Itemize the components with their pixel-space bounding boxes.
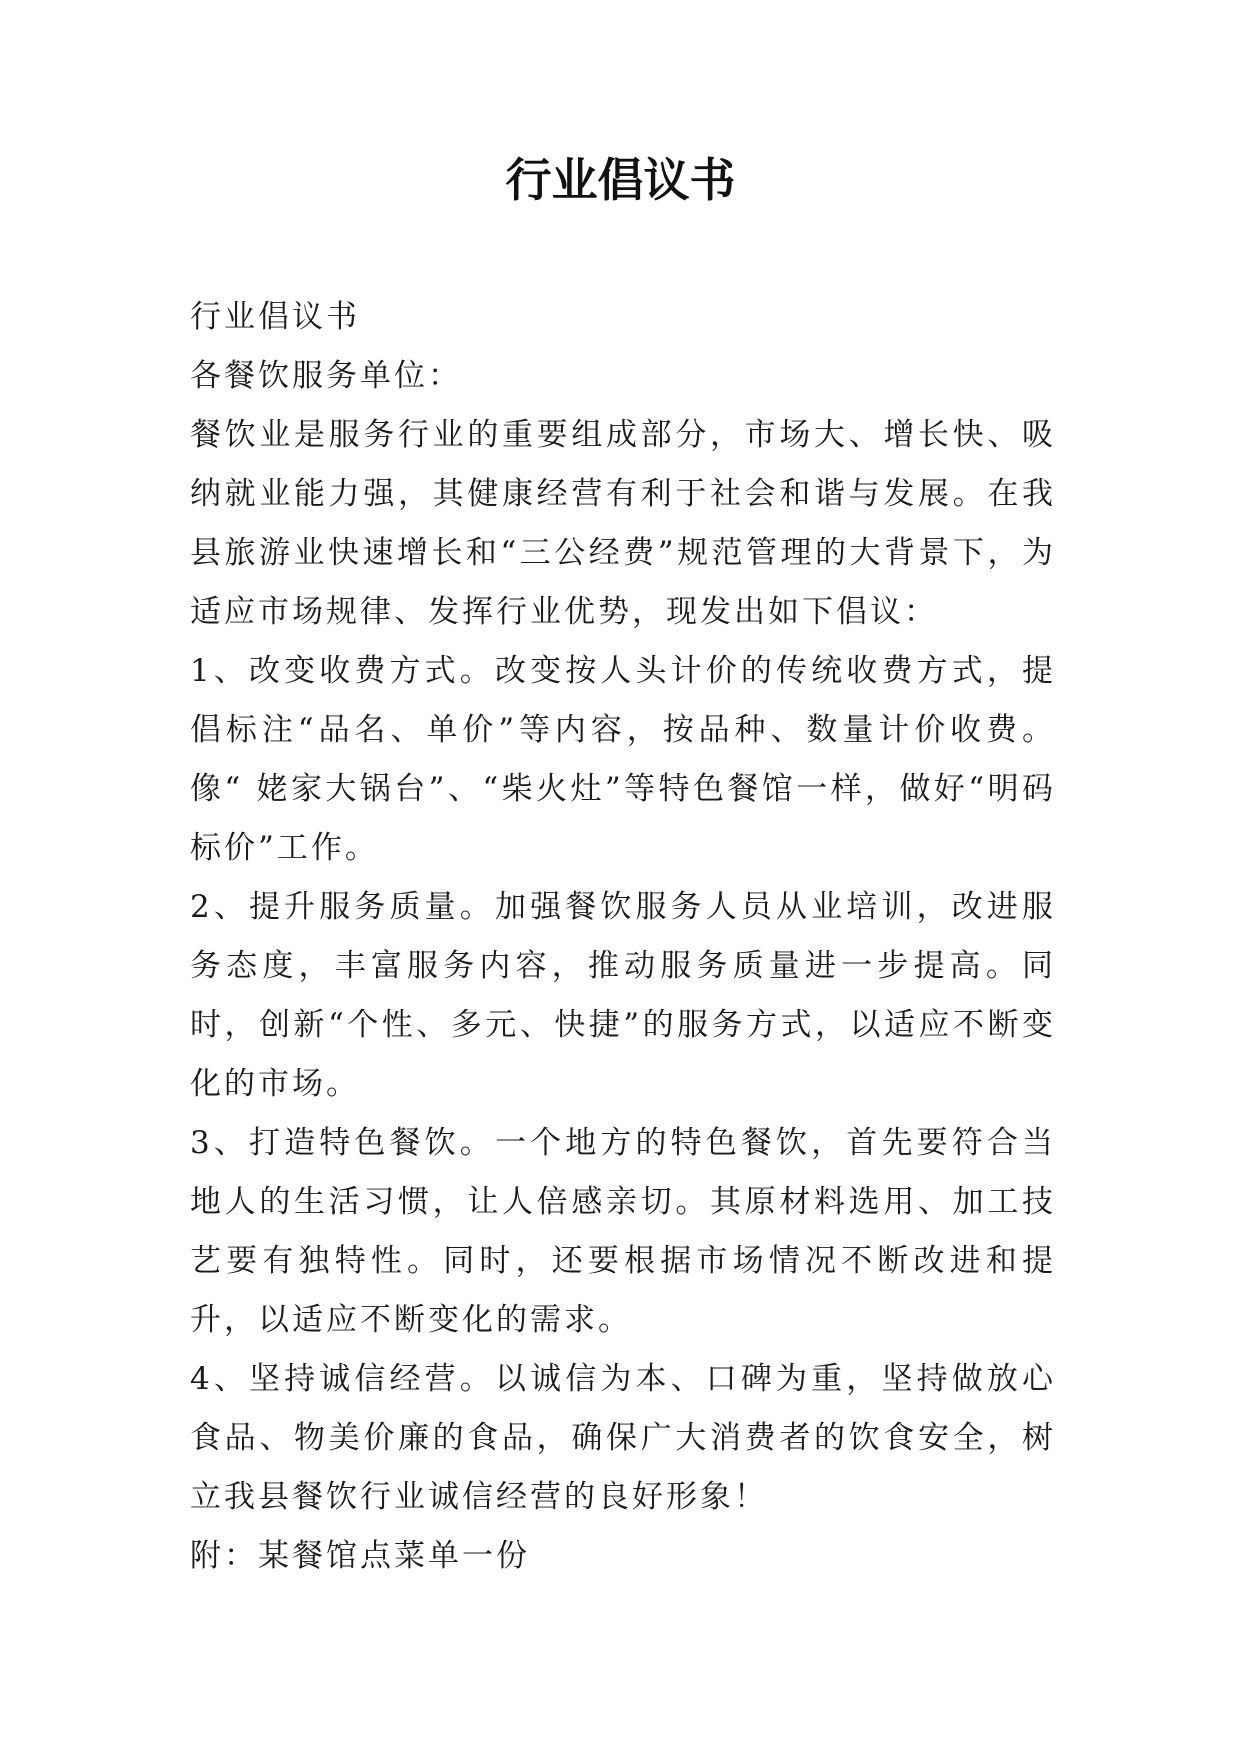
heading-line: 行业倡议书 bbox=[190, 299, 360, 335]
item-3-paragraph: 3、打造特色餐饮。一个地方的特色餐饮，首先要符合当地人的生活习惯，让人倍感亲切。其原材料选用、加工技艺要有独特性。同时，还要根据市场情况不断改进和提升，以适应不断变化的需求。 bbox=[190, 1125, 1056, 1338]
document-title: 行业倡议书 bbox=[505, 153, 736, 207]
intro-paragraph: 餐饮业是服务行业的重要组成部分，市场大、增长快、吸纳就业能力强，其健康经营有利于社会和谐与发展。在我县旅游业快速增长和“三公经费”规范管理的大背景下，为适应市场规律、发挥行业优势，现发出如下倡议： bbox=[190, 417, 1056, 630]
document-body bbox=[190, 288, 1056, 1586]
item-1-paragraph: 1、改变收费方式。改变按人头计价的传统收费方式，提倡标注“品名、单价”等内容，按品种、数量计价收费。像“ 姥家大锅台”、“柴火灶”等特色餐馆一样，做好“明码标价”工作。 bbox=[190, 653, 1056, 866]
item-4-paragraph: 4、坚持诚信经营。以诚信为本、口碑为重，坚持做放心食品、物美价廉的食品，确保广大消费者的饮食安全，树立我县餐饮行业诚信经营的良好形象！ bbox=[190, 1361, 1056, 1515]
item-2-paragraph: 2、提升服务质量。加强餐饮服务人员从业培训，改进服务态度，丰富服务内容，推动服务质量进一步提高。同时，创新“个性、多元、快捷”的服务方式，以适应不断变化的市场。 bbox=[190, 889, 1056, 1102]
salutation: 各餐饮服务单位： bbox=[190, 358, 462, 394]
attachment-note: 附：某餐馆点菜单一份 bbox=[190, 1538, 530, 1574]
